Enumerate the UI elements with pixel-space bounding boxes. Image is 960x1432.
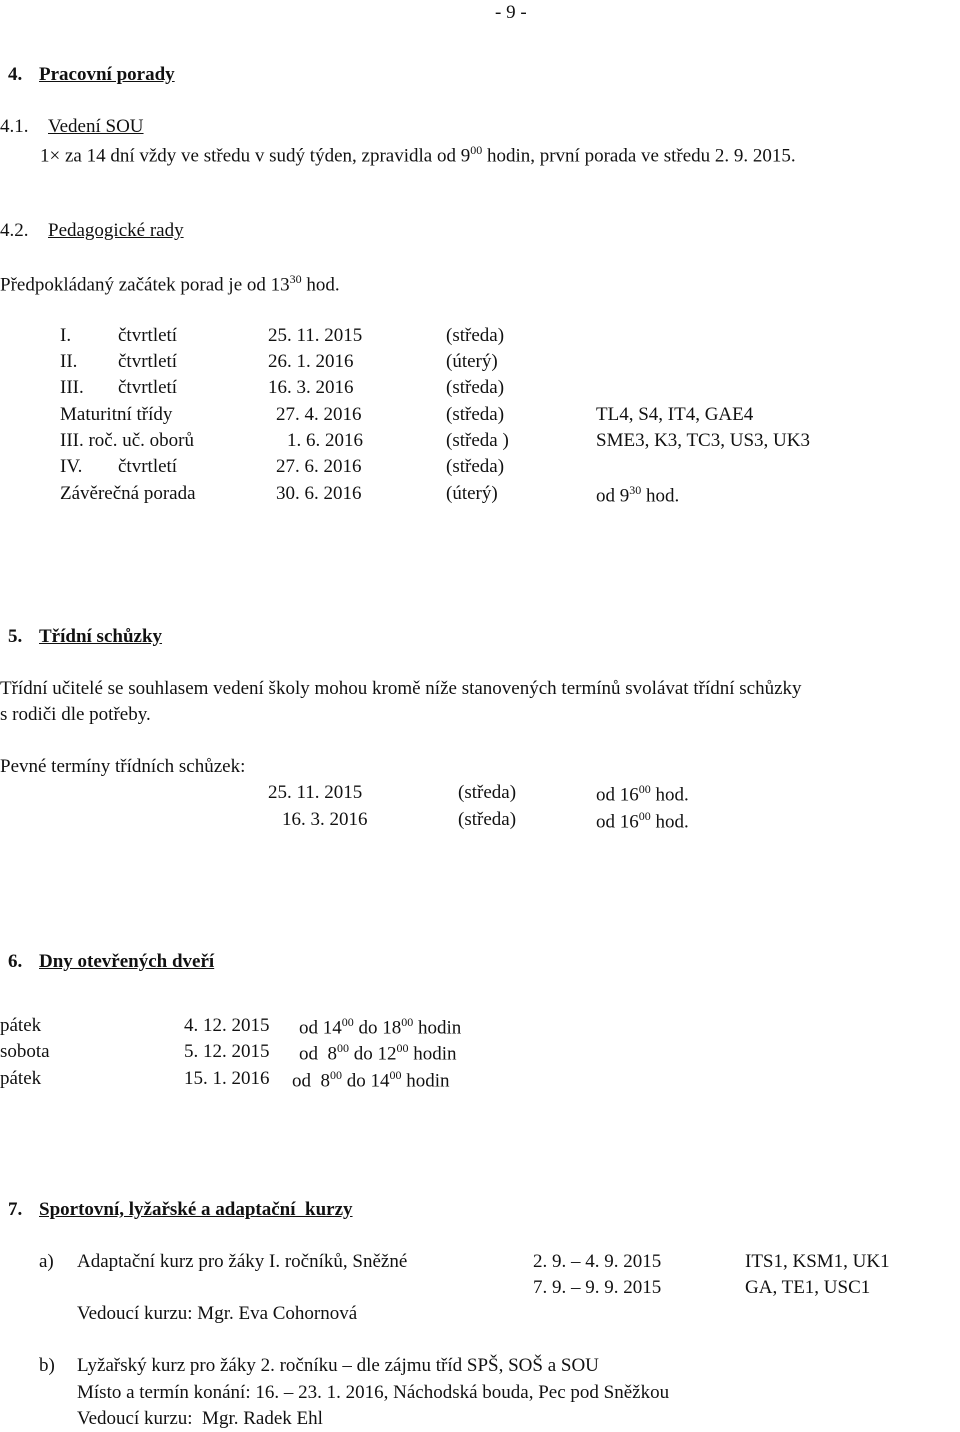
section-5-paragraph-line2: s rodiči dle potřeby. bbox=[0, 704, 151, 725]
schedule-row-day: (úterý) bbox=[446, 351, 498, 372]
schedule-row-label2: čtvrtletí bbox=[118, 456, 178, 477]
meeting-date: 16. 3. 2016 bbox=[282, 809, 368, 830]
section-4-1-number: 4.1. bbox=[0, 116, 29, 137]
open-day-time: od $14^{00}$ do $18^{00}$ hodin bbox=[299, 1015, 462, 1039]
course-a-marker: a) bbox=[39, 1251, 54, 1272]
course-b-marker: b) bbox=[39, 1355, 55, 1376]
course-a-leader: Vedoucí kurzu: Mgr. Eva Cohornová bbox=[77, 1303, 358, 1324]
open-day-weekday: pátek bbox=[0, 1015, 42, 1036]
section-4-1-title: Vedení SOU bbox=[48, 116, 144, 137]
schedule-row-day: (středa) bbox=[446, 325, 505, 346]
schedule-row-day: (úterý) bbox=[446, 483, 498, 504]
section-4-1-text: 1× za 14 dní vždy ve středu v sudý týden, zpravidla od $9^{00}$ hodin, první porada ve středu 2. 9. 2015. bbox=[40, 143, 796, 167]
meeting-time: od $16^{00}$ hod. bbox=[596, 809, 689, 833]
schedule-row-date: 26. 1. 2016 bbox=[268, 351, 354, 372]
section-5-number: 5. bbox=[8, 626, 23, 647]
schedule-row-label: I. bbox=[60, 325, 72, 346]
course-a-description: Adaptační kurz pro žáky I. ročníků, Sněžné bbox=[77, 1251, 408, 1272]
meeting-day: (středa) bbox=[458, 782, 517, 803]
schedule-row-day: (středa) bbox=[446, 456, 505, 477]
schedule-row-day: (středa) bbox=[446, 404, 505, 425]
course-a-classes-1: ITS1, KSM1, UK1 bbox=[745, 1251, 890, 1272]
course-a-classes-2: GA, TE1, USC1 bbox=[745, 1277, 871, 1298]
schedule-row-label2: čtvrtletí bbox=[118, 377, 178, 398]
schedule-row-date: 16. 3. 2016 bbox=[268, 377, 354, 398]
schedule-row-label: III. roč. uč. oborů bbox=[60, 430, 195, 451]
schedule-row-label: Závěrečná porada bbox=[60, 483, 196, 504]
open-day-date: 5. 12. 2015 bbox=[184, 1041, 270, 1062]
section-5-paragraph-line1: Třídní učitelé se souhlasem vedení školy mohou kromě níže stanovených termínů svolávat třídní schůzky bbox=[0, 678, 802, 699]
section-5-title: Třídní schůzky bbox=[39, 626, 163, 647]
section-7-number: 7. bbox=[8, 1199, 23, 1220]
schedule-row-date: 1. 6. 2016 bbox=[287, 430, 363, 451]
course-a-date-2: 7. 9. – 9. 9. 2015 bbox=[533, 1277, 662, 1298]
schedule-row-label: III. bbox=[60, 377, 84, 398]
section-4-2-title: Pedagogické rady bbox=[48, 220, 184, 241]
meeting-date: 25. 11. 2015 bbox=[268, 782, 363, 803]
schedule-row-label: Maturitní třídy bbox=[60, 404, 173, 425]
open-day-time: od $8^{00}$ do $12^{00}$ hodin bbox=[299, 1041, 457, 1065]
section-4-number: 4. bbox=[8, 64, 23, 85]
section-6-number: 6. bbox=[8, 951, 23, 972]
course-b-place: Místo a termín konání: 16. – 23. 1. 2016, Náchodská bouda, Pec pod Sněžkou bbox=[77, 1382, 670, 1403]
meeting-time: od $16^{00}$ hod. bbox=[596, 782, 689, 806]
course-b-leader: Vedoucí kurzu: Mgr. Radek Ehl bbox=[77, 1408, 323, 1429]
meetings-start-text: Předpokládaný začátek porad je od $13^{30}$ hod. bbox=[0, 272, 340, 296]
open-day-date: 4. 12. 2015 bbox=[184, 1015, 270, 1036]
section-4-title: Pracovní porady bbox=[39, 64, 175, 85]
section-7-title: Sportovní, lyžařské a adaptační kurzy bbox=[39, 1199, 353, 1220]
schedule-row-label: IV. bbox=[60, 456, 83, 477]
schedule-row-label: II. bbox=[60, 351, 78, 372]
schedule-row-date: 30. 6. 2016 bbox=[276, 483, 362, 504]
page-number: - 9 - bbox=[495, 2, 527, 23]
schedule-row-day: (středa) bbox=[446, 377, 505, 398]
section-6-title: Dny otevřených dveří bbox=[39, 951, 215, 972]
open-day-date: 15. 1. 2016 bbox=[184, 1068, 270, 1089]
schedule-row-note: od $9^{30}$ hod. bbox=[596, 483, 680, 507]
schedule-row-date: 27. 4. 2016 bbox=[276, 404, 362, 425]
open-day-weekday: sobota bbox=[0, 1041, 50, 1062]
schedule-row-date: 27. 6. 2016 bbox=[276, 456, 362, 477]
open-day-weekday: pátek bbox=[0, 1068, 42, 1089]
fixed-dates-label: Pevné termíny třídních schůzek: bbox=[0, 756, 246, 777]
section-4-2-number: 4.2. bbox=[0, 220, 29, 241]
schedule-row-day: (středa ) bbox=[446, 430, 509, 451]
course-b-description: Lyžařský kurz pro žáky 2. ročníku – dle zájmu tříd SPŠ, SOŠ a SOU bbox=[77, 1355, 599, 1376]
schedule-row-label2: čtvrtletí bbox=[118, 351, 178, 372]
schedule-row-date: 25. 11. 2015 bbox=[268, 325, 363, 346]
schedule-row-label2: čtvrtletí bbox=[118, 325, 178, 346]
schedule-row-note: TL4, S4, IT4, GAE4 bbox=[596, 404, 754, 425]
open-day-time: od $8^{00}$ do $14^{00}$ hodin bbox=[292, 1068, 450, 1092]
schedule-row-note: SME3, K3, TC3, US3, UK3 bbox=[596, 430, 810, 451]
meeting-day: (středa) bbox=[458, 809, 517, 830]
course-a-date-1: 2. 9. – 4. 9. 2015 bbox=[533, 1251, 662, 1272]
